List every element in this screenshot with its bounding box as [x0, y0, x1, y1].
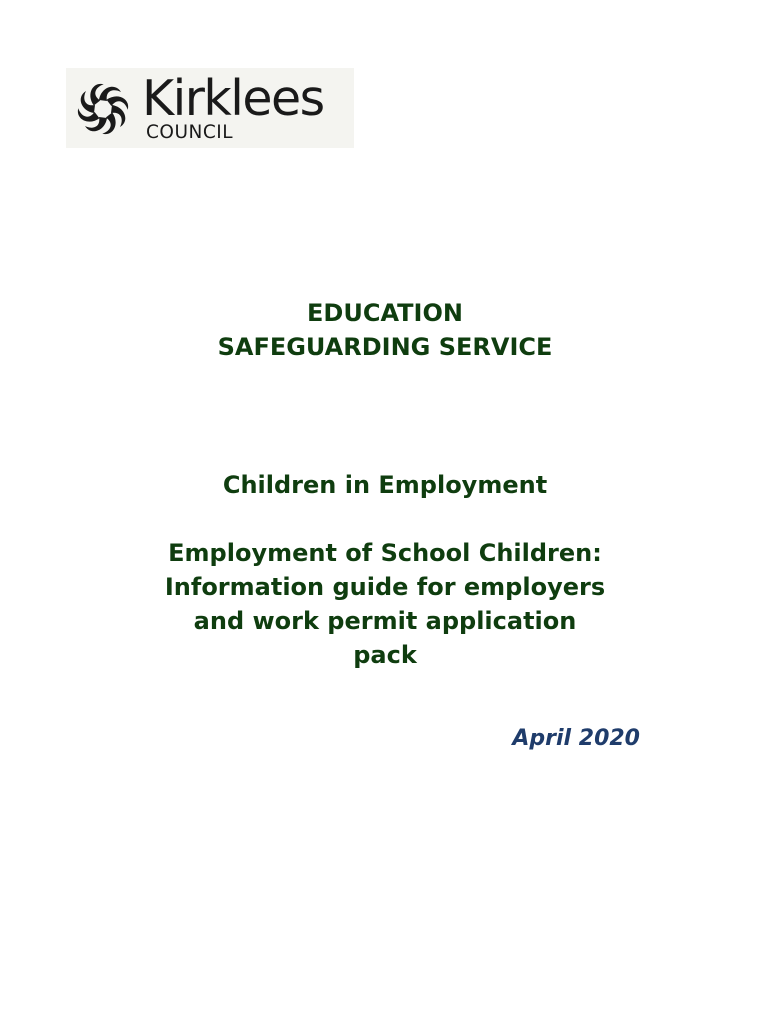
service-heading-line: SAFEGUARDING SERVICE [217, 333, 553, 361]
logo-council-label: COUNCIL [146, 122, 234, 143]
guide-subtitle-line: pack [353, 641, 417, 669]
kirklees-council-logo [66, 68, 354, 148]
service-heading [0, 296, 770, 364]
guide-subtitle-line: and work permit application [193, 607, 577, 635]
guide-title: Children in Employment [222, 471, 548, 499]
guide-subtitle-line: Employment of School Children: [168, 539, 602, 567]
guide-subtitle-line: Information guide for employers [164, 573, 606, 601]
publication-date: April 2020 [512, 726, 640, 751]
guide-subtitle [0, 536, 770, 672]
kirklees-swirl-logo-mark [70, 76, 136, 142]
logo-wordmark: Kirklees [142, 70, 324, 127]
service-heading-line: EDUCATION [307, 299, 463, 327]
